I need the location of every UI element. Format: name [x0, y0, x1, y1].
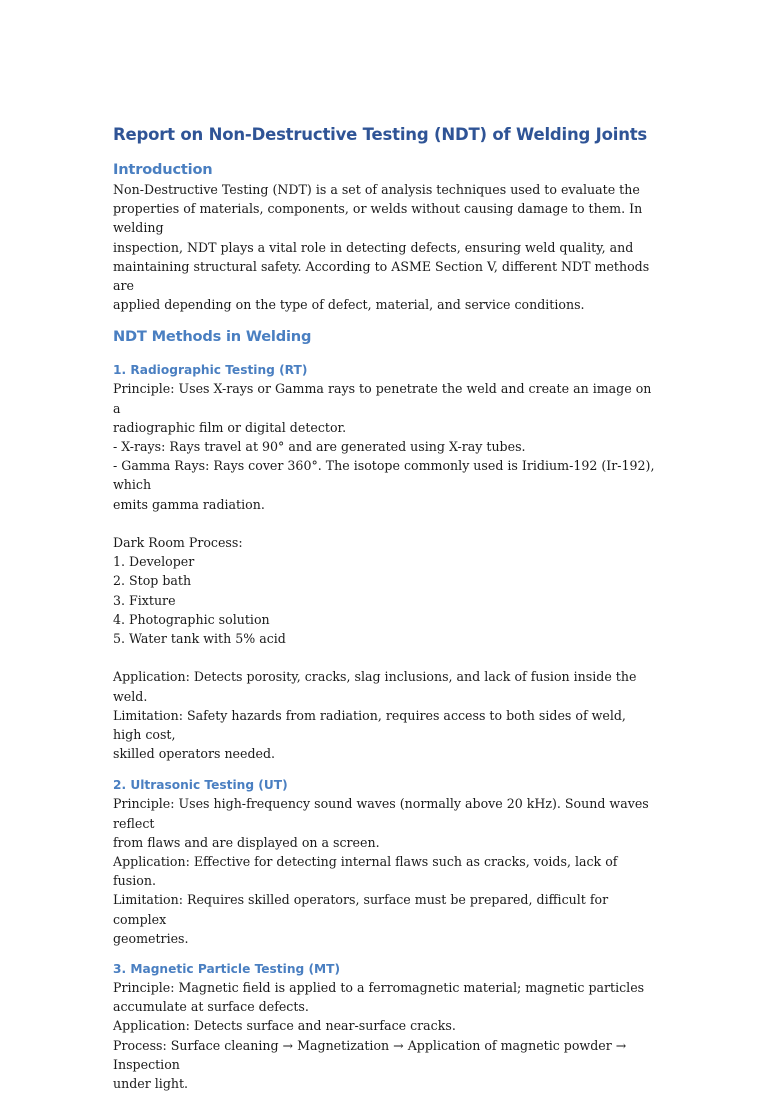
ut-line: Principle: Uses high-frequency sound waves (normally above 20 kHz). Sound waves reflect [113, 796, 649, 831]
mt-heading: 3. Magnetic Particle Testing (MT) [113, 962, 341, 977]
dark-room-line: 5. Water tank with 5% acid [113, 631, 286, 647]
rt-limitation-line: skilled operators needed. [113, 746, 276, 762]
introduction-line: properties of materials, components, or welds without causing damage to them. In welding [113, 201, 643, 236]
mt-line: Principle: Magnetic field is applied to a ferromagnetic material; magnetic particles [113, 980, 645, 996]
rt-line: Principle: Uses X-rays or Gamma rays to penetrate the weld and create an image on a [113, 381, 652, 416]
introduction-line: inspection, NDT plays a vital role in detecting defects, ensuring weld quality, and [113, 239, 634, 255]
rt-line: - X-rays: Rays travel at 90° and are generated using X-ray tubes. [113, 439, 526, 455]
dark-room-line: 1. Developer [113, 554, 195, 570]
introduction-line: Non-Destructive Testing (NDT) is a set of analysis techniques used to evaluate the [113, 182, 640, 197]
ut-line: Limitation: Requires skilled operators, surface must be prepared, difficult for complex [113, 892, 609, 927]
introduction-line: maintaining structural safety. According to ASME Section V, different NDT methods are [113, 258, 650, 294]
dark-room-line: 4. Photographic solution [113, 611, 270, 627]
ut-line: Application: Effective for detecting internal flaws such as cracks, voids, lack of fusion. [113, 854, 618, 889]
rt-principle-paragraph [113, 379, 658, 763]
rt-heading: 1. Radiographic Testing (RT) [113, 363, 308, 378]
document-page [113, 118, 658, 1093]
methods-heading: NDT Methods in Welding [113, 328, 312, 346]
mt-line: under light. [113, 1076, 189, 1092]
dark-room-line: Dark Room Process: [113, 535, 243, 551]
rt-line: radiographic film or digital detector. [113, 419, 347, 435]
blank-line [113, 514, 658, 533]
dark-room-line: 3. Fixture [113, 592, 176, 608]
mt-line: Process: Surface cleaning → Magnetization → Application of magnetic powder → Inspection [113, 1037, 627, 1072]
mt-line: accumulate at surface defects. [113, 999, 309, 1015]
introduction-paragraph [113, 180, 658, 314]
mt-line: Application: Detects surface and near-surface cracks. [113, 1018, 456, 1034]
ut-line: geometries. [113, 930, 189, 946]
rt-line: emits gamma radiation. [113, 496, 265, 512]
introduction-heading: Introduction [113, 161, 213, 178]
dark-room-line: 2. Stop bath [113, 573, 192, 589]
ut-line: from flaws and are displayed on a screen. [113, 834, 380, 850]
ut-paragraph [113, 794, 658, 948]
rt-application-line: Application: Detects porosity, cracks, slag inclusions, and lack of fusion inside the weld. [113, 669, 637, 704]
introduction-line: applied depending on the type of defect, material, and service conditions. [113, 297, 585, 313]
rt-line: - Gamma Rays: Rays cover 360°. The isotope commonly used is Iridium-192 (Ir-192), which [113, 458, 655, 493]
report-title: Report on Non-Destructive Testing (NDT) of Welding Joints [113, 125, 648, 144]
rt-limitation-line: Limitation: Safety hazards from radiation, requires access to both sides of weld, high cost, [113, 707, 626, 743]
blank-line [113, 648, 658, 667]
ut-heading: 2. Ultrasonic Testing (UT) [113, 778, 288, 793]
mt-paragraph [113, 978, 658, 1093]
